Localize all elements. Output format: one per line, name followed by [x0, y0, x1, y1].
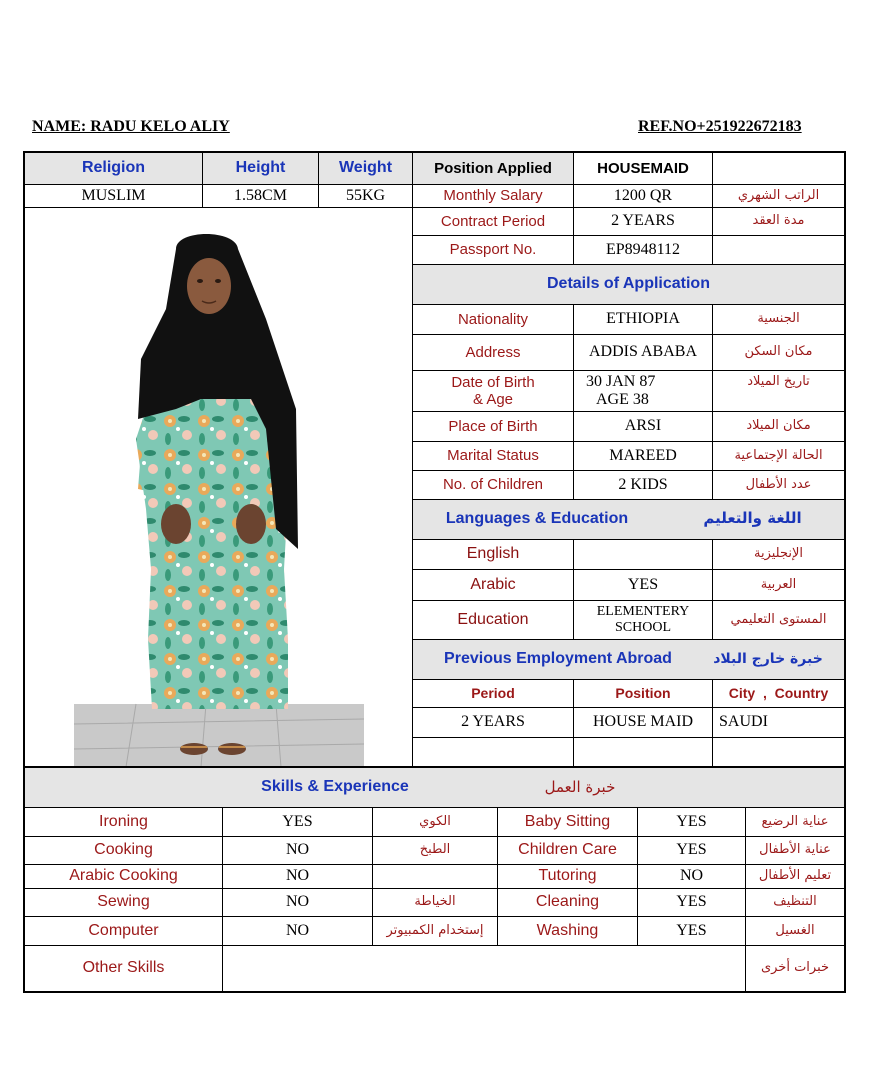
employment-section-title-arabic: خبرة خارج البلاد: [713, 650, 823, 667]
passport-label: Passport No.: [449, 241, 537, 259]
left-skill-label: Arabic Cooking: [69, 867, 178, 885]
address-arabic: مكان السكن: [744, 344, 813, 360]
address-label: Address: [465, 343, 521, 361]
dob-label: [413, 371, 573, 411]
height-header: Height: [235, 159, 286, 177]
left-skill-value: YES: [282, 812, 313, 830]
birthplace-value: ARSI: [624, 417, 662, 435]
right-skill-value: YES: [676, 921, 707, 939]
arabic-arabic: العربية: [760, 576, 797, 592]
english-label: English: [466, 545, 520, 563]
other-skills-label: Other Skills: [82, 959, 165, 977]
right-skill-value: NO: [679, 867, 704, 885]
marital-status-arabic: الحالة الإجتماعية: [734, 447, 823, 463]
age-value: AGE 38: [596, 391, 649, 408]
arabic-value: YES: [627, 575, 659, 593]
weight-header: Weight: [338, 159, 393, 177]
left-skill-arabic: الكوي: [419, 813, 451, 829]
left-skill-value: NO: [285, 867, 310, 885]
languages-section-title-arabic: اللغة والتعليم: [703, 509, 802, 528]
right-skill-label: Cleaning: [535, 893, 600, 911]
contract-label: Contract Period: [440, 212, 546, 230]
position-applied-value: HOUSEMAID: [597, 159, 689, 177]
other-skills-arabic: خبرات أخرى: [760, 960, 830, 976]
employment-position-value: HOUSE MAID: [593, 713, 693, 731]
children-label: No. of Children: [442, 476, 544, 494]
left-skill-label: Cooking: [94, 841, 153, 859]
passport-value: EP8948112: [605, 240, 681, 258]
salary-value: 1200 QR: [613, 186, 673, 204]
left-skill-value: NO: [285, 921, 310, 939]
right-skill-arabic: عناية الرضيع: [761, 813, 829, 829]
reference-number: REF.NO+251922672183: [638, 118, 802, 135]
dob-value: [574, 371, 712, 411]
left-skill-value: NO: [285, 841, 310, 859]
nationality-label: Nationality: [457, 310, 529, 328]
salary-label: Monthly Salary: [443, 187, 543, 205]
birthplace-label: Place of Birth: [448, 417, 538, 435]
applicant-name: NAME: RADU KELO ALIY: [32, 118, 230, 135]
education-value-line1: ELEMENTERY: [596, 603, 690, 619]
right-skill-value: YES: [676, 893, 707, 911]
children-value: 2 KIDS: [618, 475, 668, 493]
employment-period-value: 2 YEARS: [461, 713, 525, 731]
left-skill-arabic: [373, 865, 497, 888]
employment-country-header: City , Country: [728, 685, 829, 702]
right-skill-arabic: تعليم الأطفال: [758, 868, 832, 884]
marital-status-value: MAREED: [609, 446, 677, 464]
children-arabic: عدد الأطفال: [745, 476, 812, 492]
right-skill-label: Tutoring: [538, 867, 597, 885]
birthplace-arabic: مكان الميلاد: [746, 418, 811, 434]
education-label: Education: [457, 610, 529, 628]
english-arabic: الإنجليزية: [753, 546, 804, 562]
nationality-value: ETHIOPIA: [606, 310, 680, 328]
dob-label-line2: & Age: [472, 391, 514, 408]
employment-country-value: SAUDI: [719, 713, 768, 731]
left-skill-label: Ironing: [99, 812, 148, 830]
left-skill-value: NO: [285, 893, 310, 911]
applicant-photo: [26, 209, 412, 767]
english-value: [574, 540, 712, 569]
dob-label-line1: Date of Birth: [451, 373, 535, 391]
left-skill-arabic: إستخدام الكمبيوتر: [386, 922, 484, 938]
left-skill-label: Computer: [88, 921, 159, 939]
right-skill-value: YES: [676, 812, 707, 830]
education-value-line2: SCHOOL: [614, 620, 671, 635]
languages-section-title: Languages & Education: [445, 509, 629, 527]
right-skill-arabic: الغسيل: [775, 922, 815, 938]
dob-date: 30 JAN 87: [586, 372, 656, 390]
education-arabic: المستوى التعليمي: [730, 611, 827, 627]
right-skill-value: YES: [676, 841, 707, 859]
left-skill-label: Sewing: [97, 893, 150, 911]
right-skill-arabic: عناية الأطفال: [759, 842, 831, 858]
marital-status-label: Marital Status: [447, 447, 539, 465]
employment-period-header: Period: [471, 685, 515, 702]
weight-value: 55KG: [345, 186, 386, 204]
skills-section-title: Skills & Experience: [261, 778, 409, 796]
salary-arabic: الراتب الشهري: [737, 187, 820, 203]
right-skill-label: Washing: [536, 921, 599, 939]
employment-position-header: Position: [615, 685, 671, 702]
dob-arabic: تاريخ الميلاد: [747, 373, 810, 389]
left-skill-arabic: الطبخ: [419, 842, 451, 858]
religion-header: Religion: [81, 159, 146, 177]
employment-section-title: Previous Employment Abroad: [444, 649, 672, 667]
religion-value: MUSLIM: [81, 186, 146, 204]
skills-section-title-arabic: خبرة العمل: [544, 777, 616, 796]
left-skill-arabic: الخياطة: [414, 894, 456, 910]
position-applied-label: Position Applied: [434, 159, 552, 177]
arabic-label: Arabic: [470, 575, 516, 593]
right-skill-label: Children Care: [518, 841, 617, 859]
details-section-title: Details of Application: [547, 274, 710, 292]
nationality-arabic: الجنسية: [757, 311, 800, 327]
height-value: 1.58CM: [234, 186, 287, 204]
right-skill-label: Baby Sitting: [524, 812, 611, 830]
education-value: [574, 601, 712, 639]
contract-arabic: مدة العقد: [752, 213, 805, 229]
contract-value: 2 YEARS: [611, 212, 675, 230]
address-value: ADDIS ABABA: [588, 343, 697, 361]
right-skill-arabic: التنظيف: [773, 894, 817, 910]
